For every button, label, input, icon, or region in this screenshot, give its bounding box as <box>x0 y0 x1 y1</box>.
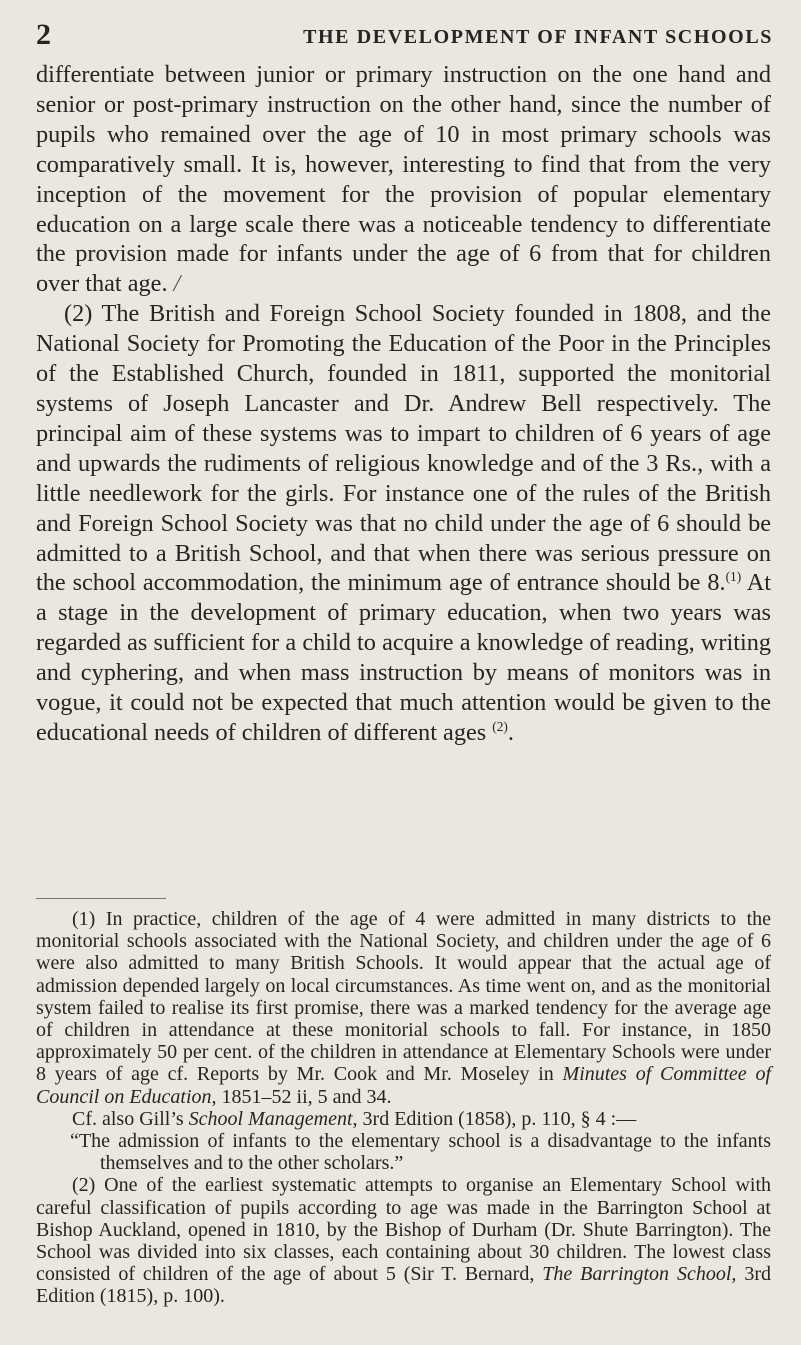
footnote-1 <box>36 908 771 1108</box>
footnote-ref-2: (2) <box>492 718 508 734</box>
footnote-2-title: The Barrington School <box>542 1263 732 1286</box>
paragraph-2-text-b: At a stage in the development of primary education, when two years was regarded as sufficient for a child to acquire a knowledge of reading, writing and cyphering, and when mass instruction by means of monitors was in vogue, it could not be expected that much attention would be given to the educational needs of children of different ages <box>36 569 771 746</box>
footnote-1-text-a: In practice, children of the age of 4 were admitted in many districts to the monitorial schools associated with the National Society, and children under the age of 6 were also admitted to many British Schools. It would appear that the actual age of admission depended largely on local circumstances. As time went on, and as the monitorial system failed to realise its first promise, there was a marked tendency for the average age of children in attendance at these monitorial schools to fall. For instance, in 1850 approximately 50 per cent. of the children in attendance at Elementary Schools were under 8 years of age cf. Reports by Mr. Cook and Mr. Moseley in <box>36 908 771 1086</box>
footnote-ref-1: (1) <box>725 569 742 585</box>
paragraph-1-text: differentiate between junior or primary instruction on the one hand and senior or post-primary instruction on the other hand, since the number of pupils who remained over the age of 10 in most primary schools was comparatively small. It is, however, interesting to find that from the very inception of the movement for the provision of popular elementary education on a large scale there was a noticeable tendency to differentiate the provision made for infants under the age of 6 from that for children over that age. <box>36 61 771 298</box>
footnote-1-cf-title: School Management <box>188 1107 353 1130</box>
footnote-1-text-b: , 1851–52 ii, 5 and 34. <box>211 1085 392 1108</box>
footnotes <box>36 908 771 1308</box>
footnote-1-quote: “The admission of infants to the elementary school is a disadvantage to the infants themselves and to the other scholars.” <box>70 1130 771 1175</box>
paragraph-1 <box>36 60 771 299</box>
paragraph-2 <box>36 299 771 748</box>
running-title: THE DEVELOPMENT OF INFANT SCHOOLS <box>303 26 773 48</box>
footnote-1-marker: (1) <box>72 908 96 930</box>
footnote-2-marker: (2) <box>72 1174 96 1197</box>
footnote-1-title: Minutes of Committee of Council on Education <box>36 1063 771 1108</box>
running-head <box>30 18 773 52</box>
footnote-divider <box>36 898 166 899</box>
footnote-2-text-a: One of the earliest systematic attempts to organise an Elementary School with careful classification of pupils according to age was made in the Barrington School at Bishop Auckland, opened in 1810, by the Bishop of Durham (Dr. Shute Barrington). The School was divided into six classes, each containing about 30 children. The lowest class consisted of children of the age of about 5 (Sir T. Bernard, <box>36 1174 771 1286</box>
footnote-1-cf-text-b: , 3rd Edition (1858), p. 110, § 4 :— <box>352 1107 637 1130</box>
main-text <box>36 60 771 748</box>
footnote-2 <box>36 1174 771 1307</box>
paragraph-2-end: . <box>507 718 514 746</box>
footnote-2-text-b: , 3rd Edition (1815), p. 100). <box>36 1263 771 1308</box>
footnote-1-cf-text-a: Cf. also Gill’s <box>72 1107 189 1130</box>
paragraph-2-text-a: (2) The British and Foreign School Society founded in 1808, and the National Society for Promoting the Education of the Poor in the Principles of the Established Church, founded in 1811, supported the monitorial systems of Joseph Lancaster and Dr. Andrew Bell respectively. The principal aim of these systems was to impart to children of 6 years of age and upwards the rudiments of religious knowledge and of the 3 Rs., with a little needlework for the girls. For instance one of the rules of the British and Foreign School Society was that no child under the age of 6 should be admitted to a British School, and that when there was serious pressure on the school accommodation, the minimum age of entrance should be 8. <box>36 300 771 597</box>
pencil-mark: / <box>173 270 181 298</box>
page-number: 2 <box>36 18 51 51</box>
footnote-1-cf <box>36 1108 771 1130</box>
